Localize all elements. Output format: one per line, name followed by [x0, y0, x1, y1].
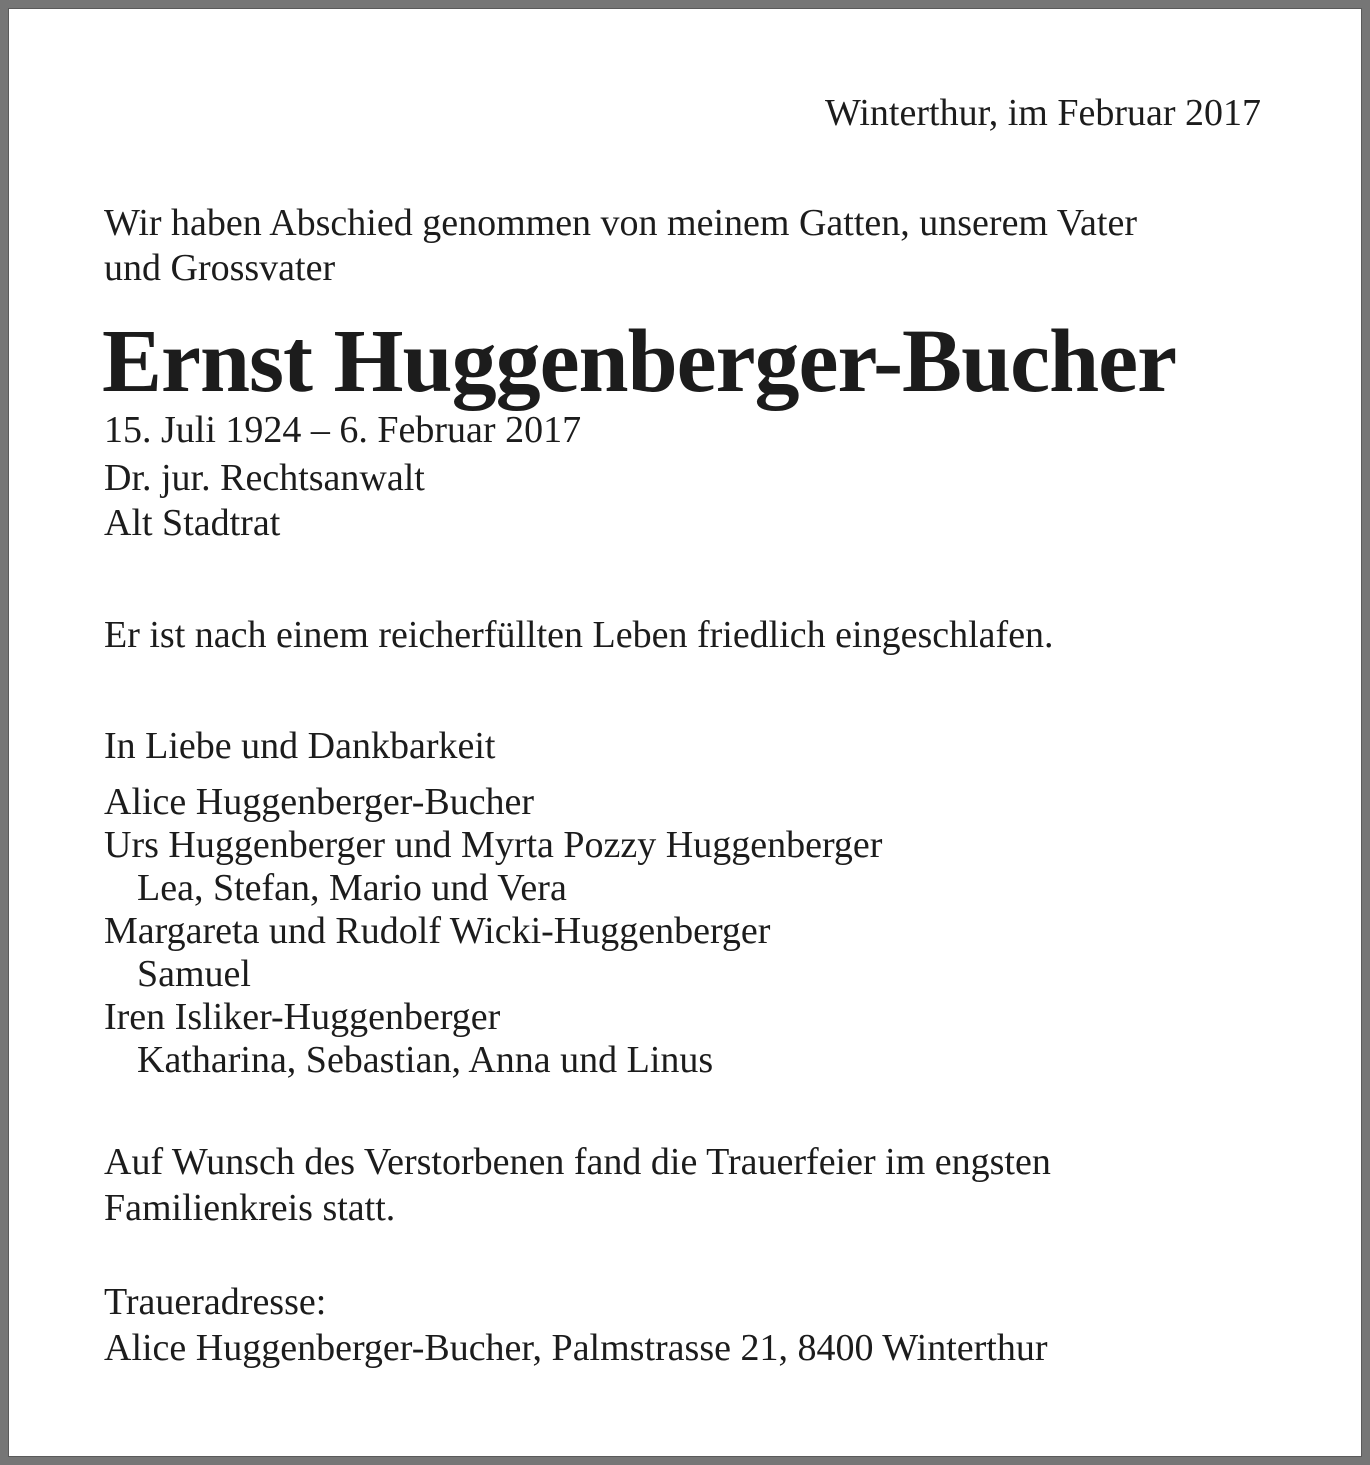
- page-frame: [8, 8, 1362, 1457]
- title-line-2: Alt Stadtrat: [104, 502, 281, 544]
- intro-line-1: Wir haben Abschied genommen von meinem Gatten, unserem Vater: [104, 202, 1137, 244]
- deceased-name: Ernst Huggenberger-Bucher: [102, 312, 1177, 411]
- mourner-line: Samuel: [137, 953, 251, 995]
- dateline: Winterthur, im Februar 2017: [825, 92, 1261, 134]
- funeral-note-line-2: Familienkreis statt.: [104, 1187, 396, 1229]
- mourner-line: Margareta und Rudolf Wicki-Huggenberger: [104, 910, 771, 952]
- funeral-note: [104, 1139, 1051, 1231]
- title-line-1: Dr. jur. Rechtsanwalt: [104, 457, 425, 499]
- mourner-line: Urs Huggenberger und Myrta Pozzy Huggenberger: [104, 824, 883, 866]
- intro-text: [104, 201, 1137, 291]
- mourner-line: Lea, Stefan, Mario und Vera: [137, 867, 567, 909]
- condolence-address-block: [104, 1279, 1048, 1371]
- closing-text: In Liebe und Dankbarkeit: [104, 725, 496, 767]
- life-dates: 15. Juli 1924 – 6. Februar 2017: [104, 409, 582, 451]
- mourners-list: [104, 781, 882, 1082]
- message-text: Er ist nach einem reicherfüllten Leben friedlich eingeschlafen.: [104, 614, 1054, 656]
- funeral-note-line-1: Auf Wunsch des Verstorbenen fand die Trauerfeier im engsten: [104, 1141, 1051, 1183]
- intro-line-2: und Grossvater: [104, 247, 336, 289]
- mourner-line: Iren Isliker-Huggenberger: [104, 996, 501, 1038]
- condolence-label: Traueradresse:: [104, 1281, 327, 1323]
- mourner-line: Alice Huggenberger-Bucher: [104, 781, 535, 823]
- deceased-titles: [104, 456, 425, 546]
- condolence-address: Alice Huggenberger-Bucher, Palmstrasse 21, 8400 Winterthur: [104, 1327, 1048, 1369]
- mourner-line: Katharina, Sebastian, Anna und Linus: [137, 1039, 714, 1081]
